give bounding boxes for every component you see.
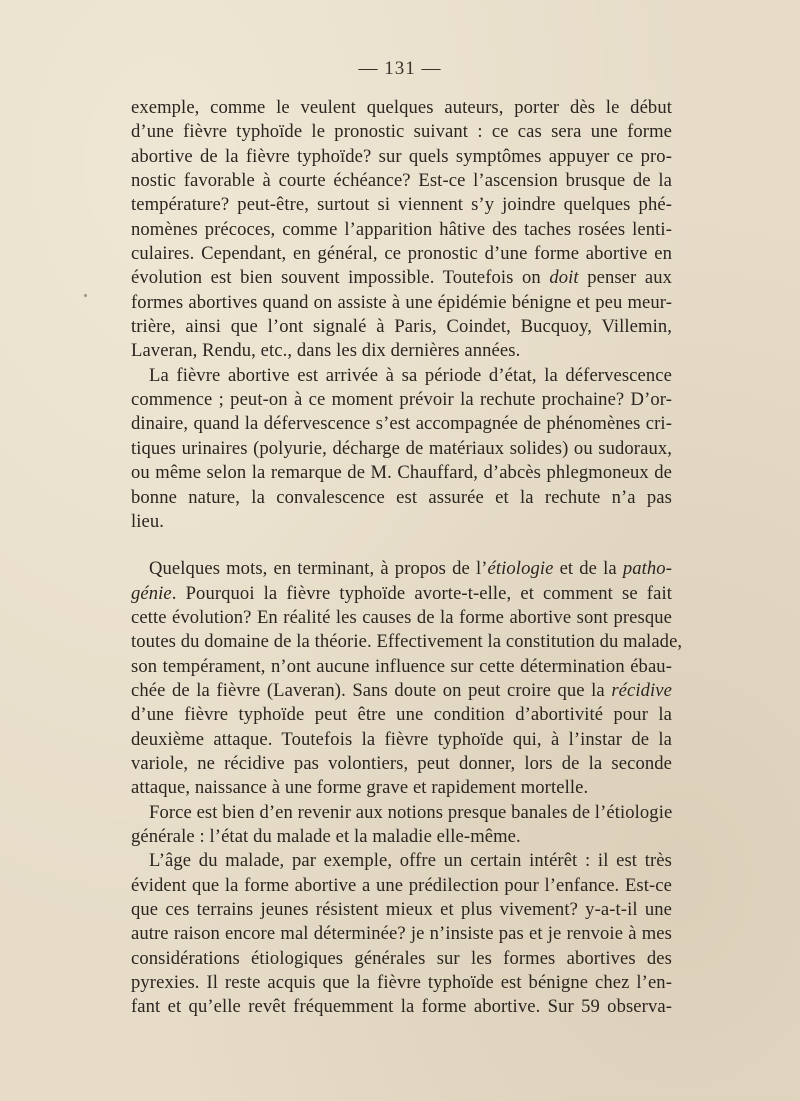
text-segment: dinaire, quand la défervescence s’est accompagnée de phénomènes cri- [131,413,672,435]
text-segment: considérations étiologiques générales sur les formes abortives des [131,947,672,969]
text-line [131,557,672,581]
text-line [131,145,672,169]
text-segment: d’une fièvre typhoïde peut être une condition d’abortivité pour la [131,704,672,726]
text-segment: Quelques mots, en terminant, à propos de l’ [149,558,488,580]
text-segment: . Pourquoi la fièvre typhoïde avorte-t-elle, et comment se fait [171,582,672,604]
text-segment: pyrexies. Il reste acquis que la fièvre typhoïde est bénigne chez l’en- [131,972,672,994]
text-line [131,630,683,654]
text-line [131,922,672,946]
paragraph [131,364,672,534]
text-line [131,364,672,388]
text-line [131,315,672,339]
text-line [131,193,672,217]
text-line [131,801,672,825]
text-line [131,437,672,461]
text-segment: évolution est bien souvent impossible. Toutefois on [131,267,550,289]
text-line [131,849,672,873]
text-segment: nomènes précoces, comme l’apparition hâtive des taches rosées lenti- [131,218,672,240]
text-line [131,169,672,193]
paragraph [131,801,672,850]
text-line [131,218,672,242]
text-line [131,825,672,849]
italic-term: doit [549,267,579,289]
text-line [131,728,672,752]
text-line [131,242,672,266]
text-line [131,461,672,485]
body-text [131,96,683,1020]
text-segment: Laveran, Rendu, etc., dans les dix dernières années. [131,340,521,362]
page-number: — 131 — [358,58,442,79]
paper-speck [84,294,87,297]
text-line [131,339,672,363]
text-segment: commence ; peut-on à ce moment prévoir la rechute prochaine? D’or- [131,389,672,411]
text-segment: son tempérament, n’ont aucune influence sur cette détermination ébau- [131,655,672,677]
text-line [131,486,672,510]
text-segment: variole, ne récidive pas volontiers, peut donner, lors de la seconde [131,752,672,774]
text-segment: cette évolution? En réalité les causes de la forme abortive sont presque [131,606,672,628]
italic-term: patho- [622,558,672,580]
text-line [131,120,672,144]
text-segment: abortive de la fièvre typhoïde? sur quels symptômes appuyer ce pro- [131,145,672,167]
italic-term: génie [131,582,172,604]
italic-term: étiologie [487,558,554,580]
paragraph [131,96,672,364]
text-segment: autre raison encore mal déterminée? je n’insiste pas et je renvoie à mes [131,923,672,945]
text-line [131,291,672,315]
text-segment: lieu. [131,510,165,532]
text-line [131,582,672,606]
text-line [131,995,672,1019]
text-segment: température? peut-être, surtout si viennent s’y joindre quelques phé- [131,194,672,216]
text-segment: La fièvre abortive est arrivée à sa période d’état, la défervescence [149,364,672,386]
text-line [131,388,672,412]
text-segment: penser aux [578,267,672,289]
text-segment: d’une fièvre typhoïde le pronostic suivant : ce cas sera une forme [131,121,672,143]
text-segment: chée de la fièvre (Laveran). Sans doute on peut croire que la [131,679,612,701]
italic-term: récidive [611,679,672,701]
text-line [131,606,672,630]
text-line [131,96,672,120]
text-line [131,874,672,898]
text-segment: et de la [553,558,623,580]
text-line [131,752,672,776]
text-segment: nostic favorable à courte échéance? Est-ce l’ascension brusque de la [131,170,672,192]
text-line [131,776,672,800]
text-line [131,655,672,679]
text-segment: exemple, comme le veulent quelques auteurs, porter dès le début [131,97,672,118]
text-segment: L’âge du malade, par exemple, offre un certain intérêt : il est très [149,850,672,872]
text-segment: évident que la forme abortive a une prédilection pour l’enfance. Est-ce [131,874,672,896]
text-line [131,412,672,436]
text-segment: que ces terrains jeunes résistent mieux et plus vivement? y-a-t-il une [131,899,672,920]
text-line [131,266,672,290]
paragraph [131,557,683,800]
paragraph [131,849,672,1019]
text-segment: deuxième attaque. Toutefois la fièvre typhoïde qui, à l’instar de la [131,728,672,750]
text-segment: tiques urinaires (polyurie, décharge de matériaux solides) ou sudoraux, [131,437,672,459]
text-line [131,898,672,922]
text-segment: Force est bien d’en revenir aux notions presque banales de l’étiologie [149,801,673,823]
text-line [131,703,672,727]
text-line [131,971,672,995]
text-segment: bonne nature, la convalescence est assurée et la rechute n’a pas [131,486,672,508]
text-segment: ou même selon la remarque de M. Chauffard, d’abcès phlegmoneux de [131,462,672,484]
text-segment: générale : l’état du malade et la maladie elle-même. [131,825,521,847]
text-segment: fant et qu’elle revêt fréquemment la forme abortive. Sur 59 observa- [131,996,672,1018]
paragraph-gap [131,534,672,557]
text-line [131,510,672,534]
text-segment: culaires. Cependant, en général, ce pronostic d’une forme abortive en [131,243,672,265]
text-segment: trière, ainsi que l’ont signalé à Paris, Coindet, Bucquoy, Villemin, [131,316,672,338]
text-line [131,947,672,971]
text-line [131,679,672,703]
text-segment: attaque, naissance à une forme grave et rapidement mortelle. [131,777,589,799]
text-segment: formes abortives quand on assiste à une épidémie bénigne et peu meur- [131,291,672,313]
text-segment: toutes du domaine de la théorie. Effectivement la constitution du malade, [131,631,683,653]
